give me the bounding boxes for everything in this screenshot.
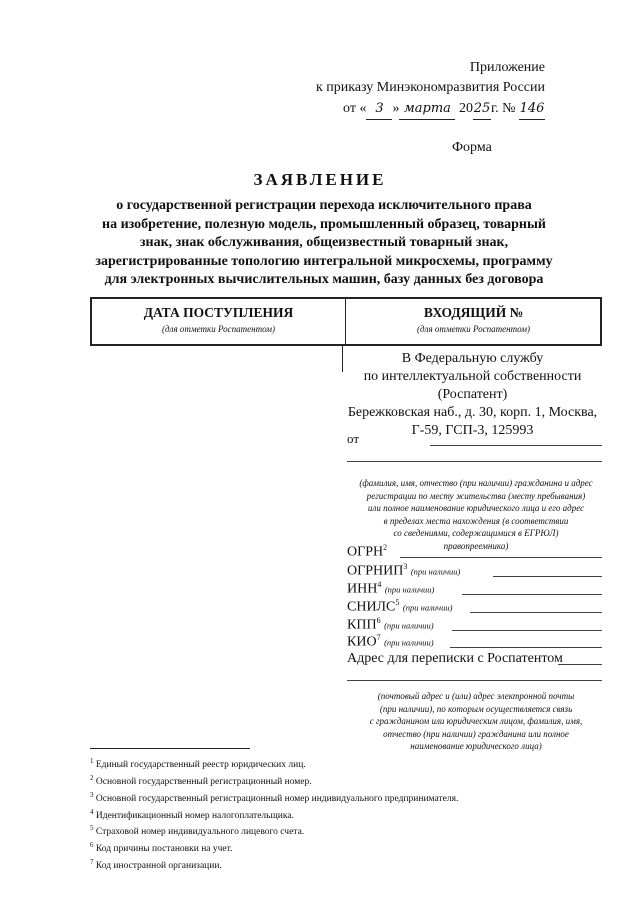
kpp-field: КПП$^6$ (при наличии) [347,616,434,633]
applicant-note: (фамилия, имя, отчество (при наличии) гражданина и адрес регистрации по месту жительства (месту пребывания) или полное наименование юридического лица и его адрес в пределах места нахождения (в соответствии со сведениями, содержащимися в ЕГРЮЛ) правопреемника) [359,478,593,551]
snils-field: СНИЛС$^5$ (при наличии) [347,598,453,615]
incoming-number-cell: ВХОДЯЩИЙ № (для отметки Роспатентом) [345,299,601,344]
footnote-1: $^1$ Единый государственный реестр юридических лиц. [90,757,306,771]
ogrn-line[interactable] [400,557,602,558]
order-year: 25 [473,99,491,120]
ogrnip-field: ОГРНИП$^3$ (при наличии) [347,562,461,579]
correspondence-note: (почтовый адрес и (или) адрес электронной почты (при наличии), по которым осуществляется связь с гражданином или юридическим лицом, фамилия, имя, отчество (при наличии) гражданина или полное наименование юридического лица) [369,691,583,751]
addressee-block: В Федеральную службу по интеллектуальной собственности (Роспатент) Бережковская наб., д. 30, корп. 1, Москва, Г-59, ГСП-3, 125993 [347,351,598,438]
inn-line[interactable] [462,594,602,595]
kpp-line[interactable] [452,630,602,631]
footnote-separator [90,748,250,749]
form-label: Форма [452,140,492,155]
kio-line[interactable] [450,647,602,648]
order-month: марта [399,99,455,120]
inn-field: ИНН$^4$ (при наличии) [347,580,435,597]
footnote-2: $^2$ Основной государственный регистрационный номер. [90,773,312,788]
footnote-3: $^3$ Основной государственный регистрационный номер индивидуального предпринимателя. [90,790,459,804]
snils-line[interactable] [470,612,602,613]
document-title: ЗАЯВЛЕНИЕ [253,170,387,189]
order-reference: к приказу Минэкономразвития России [315,80,545,95]
from-label: от [347,431,360,446]
order-number: 146 [519,99,545,120]
footnote-6: $^6$ Код причины постановки на учет. [90,841,233,855]
appendix-label: Приложение [469,60,545,75]
kio-field: КИО$^7$ (при наличии) [347,633,434,650]
ogrn-field: ОГРН$^2$ [347,543,388,560]
correspondence-label: Адрес для переписки с Роспатентом [347,651,563,666]
applicant-line-2[interactable] [347,461,602,462]
footnotes [90,755,458,873]
receipt-date-cell: ДАТА ПОСТУПЛЕНИЯ (для отметки Роспатентом) [143,305,294,334]
correspondence-line-2[interactable] [347,680,602,681]
footnote-5: $^5$ Страховой номер индивидуального лицевого счета. [90,824,305,838]
footnote-4: $^4$ Идентификационный номер налогоплательщика. [90,807,294,821]
receipt-table [90,297,602,346]
footnote-7: $^7$ Код иностранной организации. [90,858,222,872]
correspondence-line-1[interactable] [558,664,602,665]
order-date-number: от « 3 » марта 2025г. № 146 [343,99,545,120]
document-subtitle: о государственной регистрации перехода исключительного права на изобретение, полезную модель, промышленный образец, товарный знак, знак обслуживания, общеизвестный товарный знак, зарегистрированные топологию интегральной микросхемы, программу для электронных вычислительных машин, базу данных без договора [95,198,553,287]
order-day: 3 [366,99,392,120]
ogrnip-line[interactable] [493,576,602,577]
applicant-line-1[interactable] [430,445,602,446]
